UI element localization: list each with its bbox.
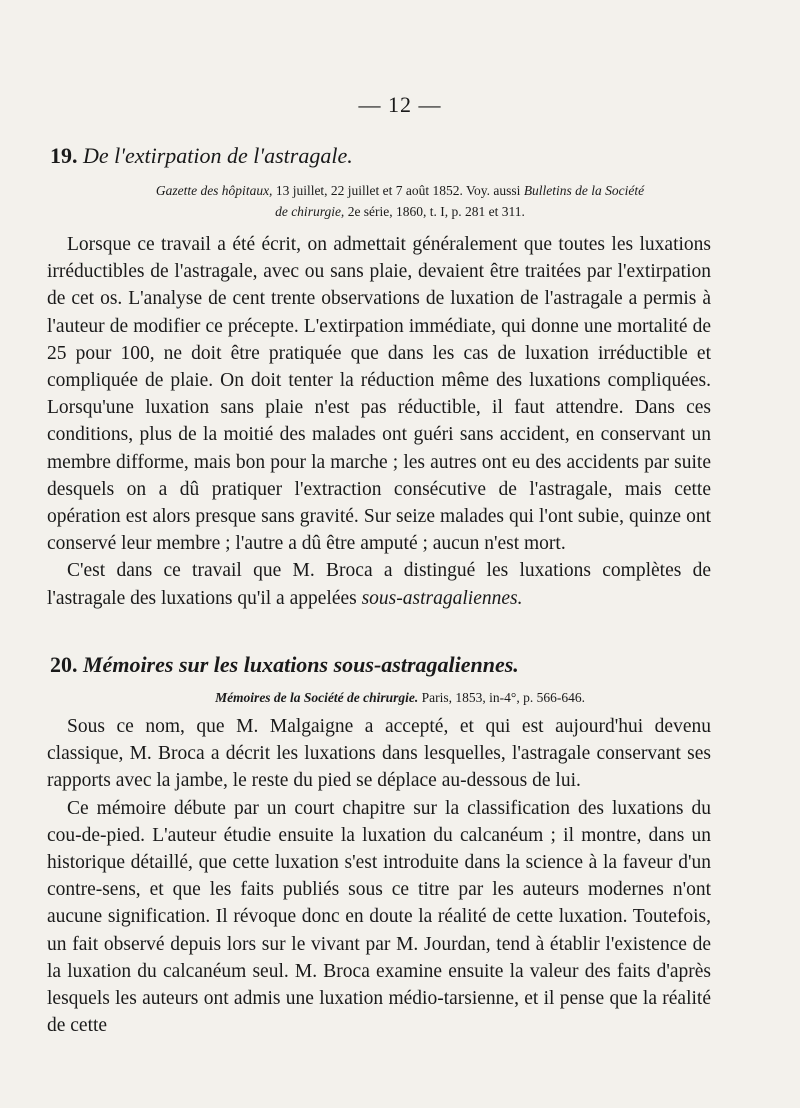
section-20-citation	[60, 687, 740, 708]
citation-source-2-cont: de chirurgie,	[275, 204, 345, 219]
section-20-body	[47, 713, 711, 1039]
citation-line-2	[60, 201, 740, 222]
section-19-citation	[60, 180, 740, 222]
paragraph	[47, 557, 711, 611]
citation-details-2: 2e série, 1860, t. I, p. 281 et 311.	[347, 204, 525, 219]
page-number: — 12 —	[358, 92, 442, 117]
paragraph-text: C'est dans ce travail que M. Broca a distingué les luxations complètes de l'astragale des luxations qu'il a appelées	[47, 560, 711, 609]
paragraph: Ce mémoire débute par un court chapitre sur la classification des luxations du cou-de-pied. L'auteur étudie ensuite la luxation du calcanéum ; il montre, dans un historique détaillé, que cette luxation s'est introduite dans la science à la faveur d'un contre-sens, et que les faits publiés sous ce titre par les auteurs modernes n'ont aucune signification. Il révoque donc en doute la réalité de cette luxation. Toutefois, un fait observé depuis lors sur le vivant par M. Jourdan, tend à établir l'existence de la luxation du calcanéum seul. M. Broca examine ensuite la valeur des faits d'après lesquels les auteurs ont admis une luxation médio-tarsienne, et il pense que la réalité de cette	[47, 797, 711, 1037]
section-19-title: De l'extirpation de l'astragale.	[83, 143, 353, 168]
paragraph: Sous ce nom, que M. Malgaigne a accepté, et qui est aujourd'hui devenu classique, M. Broca a décrit les luxations dans lesquelles, l'astragale conservant ses rapports avec la jambe, le reste du pied se déplace au-dessous de lui.	[47, 716, 711, 792]
citation-details: Paris, 1853, in-4°, p. 566-646.	[421, 690, 585, 705]
section-19-body	[47, 231, 711, 612]
citation-source: Gazette des hôpitaux,	[155, 183, 273, 198]
citation-details: 13 juillet, 22 juillet et 7 août 1852. Voy. aussi	[275, 183, 521, 198]
paragraph: Lorsque ce travail a été écrit, on admettait généralement que toutes les luxations irréductibles de l'astragale, avec ou sans plaie, devaient être traitées par l'extirpation de cet os. L'analyse de cent trente observations de luxation de l'astragale a permis à l'auteur de modifier ce précepte. L'extirpation immédiate, qui donne une mortalité de 25 pour 100, ne doit être pratiquée que dans les cas de luxation irréductible et compliquée de plaie. On doit tenter la réduction même des luxations compliquées. Lorsqu'une luxation sans plaie n'est pas réductible, il faut attendre. Dans ces conditions, plus de la moitié des malades ont guéri sans accident, en conservant un membre difforme, mais bon pour la marche ; les autres ont eu des accidents par suite desquels on a dû pratiquer l'extraction consécutive de l'astragale, mais cette opération est alors presque sans gravité. Sur seize malades qui l'ont subie, quinze ont conservé leur membre ; l'autre a dû être amputé ; aucun n'est mort.	[47, 234, 711, 555]
citation-source: Mémoires de la Société de chirurgie.	[215, 690, 419, 705]
citation-line-1	[60, 180, 740, 201]
section-20-title: Mémoires sur les luxations sous-astragaliennes.	[83, 652, 519, 677]
citation-source-2: Bulletins de la Société	[523, 183, 645, 198]
section-20-heading	[50, 652, 740, 678]
section-19-heading	[50, 143, 740, 169]
section-20-number: 20.	[50, 652, 78, 677]
paragraph-italic-term: sous-astragaliennes.	[361, 587, 523, 609]
section-19-number: 19.	[50, 143, 78, 168]
